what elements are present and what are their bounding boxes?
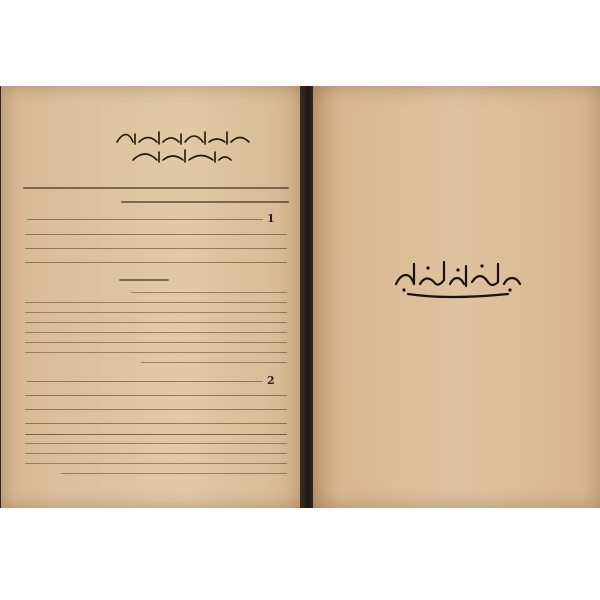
translation-line [131,292,287,293]
hadith-2-line [25,423,287,424]
right-page [313,86,600,508]
translation-heading-line [119,279,169,281]
chapter-heading-calligraphy [113,128,253,170]
hadith-2-line [25,395,287,396]
translation-line [25,332,287,333]
footnote-line [25,453,287,454]
translation-line [141,362,287,363]
footnote-divider [25,434,287,435]
hadith-2-number: 2 [267,374,275,387]
hadith-1-line [25,234,287,235]
hadith-1-line [25,262,287,263]
intro-line [23,187,289,189]
translation-line [25,322,287,323]
translation-line [25,352,287,353]
hadith-2-line [27,381,263,382]
footnote-line [25,443,287,444]
intro-line [121,201,289,203]
hadith-1-number: 1 [267,212,275,225]
footnote-line [61,473,287,474]
book-scan [0,86,600,508]
translation-line [25,302,287,303]
translation-line [25,342,287,343]
footnote-line [25,463,287,464]
translation-line [25,312,287,313]
left-page [1,86,307,508]
hadith-1-line [25,248,287,249]
hadith-1-line [27,219,263,220]
hadith-2-line [25,409,287,410]
title-calligraphy [388,254,528,302]
